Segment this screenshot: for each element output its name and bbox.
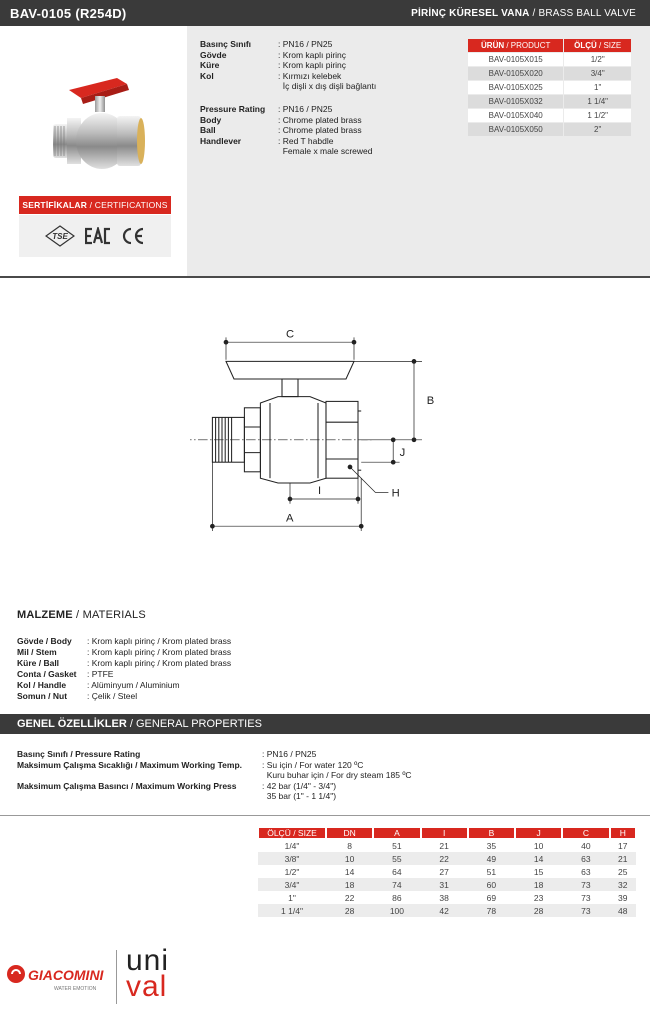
spec-value: : Chrome plated brass — [278, 125, 362, 135]
table-cell: 73 — [562, 878, 609, 891]
table-row — [468, 123, 632, 137]
spec-key: Basınç Sınıfı — [200, 39, 252, 49]
table-cell: 39 — [610, 891, 636, 904]
property-value: : Su için / For water 120 ºC — [262, 759, 364, 770]
spec-value: : Chrome plated brass — [278, 114, 362, 125]
column-header: B — [468, 827, 515, 839]
material-part: Somun / Nut — [17, 691, 68, 701]
size-cell: 1 1/2" — [564, 109, 632, 123]
column-header: C — [562, 827, 609, 839]
dim-label-i: I — [318, 485, 322, 498]
dim-label-c: C — [285, 328, 295, 341]
table-cell: 60 — [468, 878, 515, 891]
table-cell: 38 — [421, 891, 468, 904]
section-divider — [0, 815, 650, 816]
spec-key: Küre — [200, 60, 220, 70]
table-cell: 64 — [373, 865, 420, 878]
property-value: 35 bar (1" - 1 1/4") — [266, 791, 337, 801]
technical-dimension-drawing — [190, 310, 470, 560]
table-cell: 25 — [610, 865, 636, 878]
table-cell: 3/8" — [258, 852, 326, 865]
material-value: : PTFE — [87, 669, 114, 679]
material-part: Gövde / Body — [17, 636, 72, 646]
material-part: Conta / Gasket — [17, 669, 77, 679]
size-cell: 1 1/4" — [564, 95, 632, 109]
material-value: : Krom kaplı pirinç / Krom plated brass — [87, 636, 232, 646]
spec-key: Ball — [200, 125, 216, 135]
product-code-cell: BAV-0105X040 — [468, 109, 564, 123]
size-cell: 3/4" — [564, 67, 632, 81]
column-header: A — [373, 827, 420, 839]
table-row — [468, 81, 632, 95]
logo-divider — [116, 950, 117, 1004]
spec-key: Gövde — [200, 49, 227, 60]
table-row — [258, 891, 636, 904]
material-value: : Krom kaplı pirinç / Krom plated brass — [87, 647, 232, 657]
table-cell: 63 — [562, 852, 609, 865]
table-cell: 48 — [610, 904, 636, 917]
dim-label-a: A — [286, 512, 294, 525]
table-cell: 74 — [373, 878, 420, 891]
table-cell: 21 — [610, 852, 636, 865]
table-row — [258, 904, 636, 917]
material-part: Kol / Handle — [17, 680, 67, 690]
table-cell: 32 — [610, 878, 636, 891]
table-cell: 35 — [468, 839, 515, 852]
product-code-cell: BAV-0105X032 — [468, 95, 564, 109]
property-key: Maksimum Çalışma Basıncı / Maximum Working Press — [17, 780, 237, 791]
table-cell: 18 — [515, 878, 562, 891]
table-cell: 8 — [326, 839, 373, 852]
column-header: H — [610, 827, 636, 839]
property-value: : PN16 / PN25 — [262, 749, 317, 759]
spec-value: : Krom kaplı pirinç — [278, 49, 347, 60]
table-cell: 23 — [515, 891, 562, 904]
svg-text:GIACOMINI: GIACOMINI — [28, 967, 104, 983]
table-cell: 21 — [421, 839, 468, 852]
spec-value: : PN16 / PN25 — [278, 104, 333, 114]
dimensions-table — [257, 826, 637, 917]
certification-logos — [19, 215, 171, 257]
size-cell: 2" — [564, 123, 632, 137]
table-cell: 51 — [373, 839, 420, 852]
table-cell: 40 — [562, 839, 609, 852]
material-value: : Alüminyum / Aluminium — [87, 680, 180, 690]
top-header-bar — [0, 0, 650, 26]
column-header: J — [515, 827, 562, 839]
property-value: Kuru buhar için / For dry steam 185 ºC — [266, 770, 412, 780]
product-code-cell: BAV-0105X050 — [468, 123, 564, 137]
spec-value: : PN16 / PN25 — [278, 39, 333, 49]
table-cell: 28 — [326, 904, 373, 917]
table-cell: 14 — [326, 865, 373, 878]
product-title: PİRİNÇ KÜRESEL VANA / BRASS BALL VALVE — [411, 7, 636, 19]
certifications-label: SERTİFİKALAR / CERTIFICATIONS — [19, 196, 171, 214]
table-row — [468, 67, 632, 81]
product-size-table — [467, 38, 632, 137]
table-cell: 10 — [515, 839, 562, 852]
table-cell: 18 — [326, 878, 373, 891]
tse-icon — [45, 225, 75, 247]
table-cell: 22 — [421, 852, 468, 865]
column-header: DN — [326, 827, 373, 839]
dim-label-b: B — [426, 394, 435, 407]
table-cell: 86 — [373, 891, 420, 904]
material-part: Küre / Ball — [17, 658, 60, 668]
spec-value: : Krom kaplı pirinç — [278, 60, 347, 70]
spec-key: Kol — [200, 70, 214, 81]
table-cell: 69 — [468, 891, 515, 904]
ce-icon — [121, 227, 145, 245]
spec-key: Body — [200, 114, 222, 125]
dim-label-j: J — [399, 446, 406, 459]
material-value: : Çelik / Steel — [87, 691, 138, 701]
table-cell: 14 — [515, 852, 562, 865]
column-header-product: ÜRÜN / PRODUCT — [468, 39, 564, 53]
table-cell: 27 — [421, 865, 468, 878]
table-cell: 51 — [468, 865, 515, 878]
footer-logos — [0, 940, 650, 1010]
svg-text:TSE: TSE — [52, 232, 68, 241]
product-code-cell: BAV-0105X015 — [468, 53, 564, 67]
property-value: : 42 bar (1/4" - 3/4") — [262, 780, 337, 791]
table-row — [468, 53, 632, 67]
table-cell: 49 — [468, 852, 515, 865]
table-cell: 100 — [373, 904, 420, 917]
product-code-cell: BAV-0105X025 — [468, 81, 564, 95]
material-value: : Krom kaplı pirinç / Krom plated brass — [87, 658, 232, 668]
general-properties-header: GENEL ÖZELLİKLER / GENERAL PROPERTIES — [0, 714, 650, 734]
column-header: I — [421, 827, 468, 839]
column-header-size: ÖLÇÜ / SIZE — [564, 39, 632, 53]
table-cell: 78 — [468, 904, 515, 917]
giacomini-logo — [6, 960, 116, 996]
product-code-cell: BAV-0105X020 — [468, 67, 564, 81]
specs-turkish — [200, 39, 460, 99]
table-row — [258, 852, 636, 865]
table-cell: 1/2" — [258, 865, 326, 878]
table-cell: 28 — [515, 904, 562, 917]
spec-key: Handlever — [200, 135, 242, 146]
table-cell: 10 — [326, 852, 373, 865]
table-cell: 55 — [373, 852, 420, 865]
spec-value: İç dişli x dış dişli bağlantı — [282, 81, 377, 91]
table-row — [258, 865, 636, 878]
specs-english — [200, 104, 460, 164]
table-cell: 3/4" — [258, 878, 326, 891]
product-image-panel — [5, 26, 187, 276]
table-row — [258, 878, 636, 891]
eac-icon — [85, 227, 111, 245]
materials-title: MALZEME / MATERIALS — [17, 609, 146, 621]
table-cell: 73 — [562, 891, 609, 904]
table-row — [468, 95, 632, 109]
table-cell: 1 1/4" — [258, 904, 326, 917]
svg-text:WATER EMOTION: WATER EMOTION — [54, 986, 97, 992]
property-key: Basınç Sınıfı / Pressure Rating — [17, 749, 141, 759]
material-part: Mil / Stem — [17, 647, 57, 657]
property-key: Maksimum Çalışma Sıcaklığı / Maximum Working Temp. — [17, 759, 243, 770]
table-cell: 1/4" — [258, 839, 326, 852]
size-cell: 1" — [564, 81, 632, 95]
unival-logo: uni val — [126, 944, 170, 1003]
table-cell: 15 — [515, 865, 562, 878]
spec-key: Pressure Rating — [200, 104, 266, 114]
table-row — [468, 109, 632, 123]
table-cell: 42 — [421, 904, 468, 917]
table-cell: 1" — [258, 891, 326, 904]
table-cell: 22 — [326, 891, 373, 904]
section-divider — [0, 276, 650, 278]
product-code: BAV-0105 (R254D) — [10, 5, 127, 21]
size-cell: 1/2" — [564, 53, 632, 67]
table-row — [258, 839, 636, 852]
spec-value: : Kırmızı kelebek — [278, 70, 342, 81]
dim-label-h: H — [391, 487, 400, 500]
table-cell: 73 — [562, 904, 609, 917]
ball-valve-product-image — [47, 68, 147, 178]
column-header: ÖLÇÜ / SIZE — [258, 827, 326, 839]
table-cell: 63 — [562, 865, 609, 878]
table-cell: 17 — [610, 839, 636, 852]
spec-value: Female x male screwed — [282, 146, 373, 156]
spec-value: : Red T habdle — [278, 135, 334, 146]
table-cell: 31 — [421, 878, 468, 891]
